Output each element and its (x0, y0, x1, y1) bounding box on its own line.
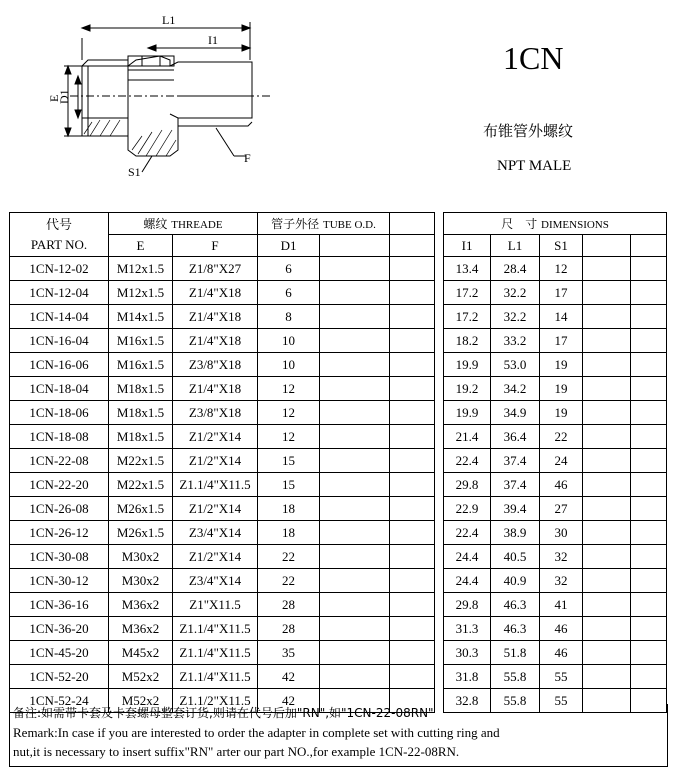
cell-l1: 36.4 (491, 425, 540, 449)
table-row (10, 617, 667, 641)
cell-f: Z1.1/4"X11.5 (173, 473, 258, 497)
header-d1: D1 (258, 235, 320, 257)
cell-s1: 32 (540, 545, 583, 569)
table-row (10, 329, 667, 353)
label-l1: L1 (162, 13, 176, 27)
cell-part-no: 1CN-52-20 (10, 665, 109, 689)
cell-f: Z1.1/4"X11.5 (173, 665, 258, 689)
cell-i1: 32.8 (444, 689, 491, 713)
cell-part-no: 1CN-14-04 (10, 305, 109, 329)
cell-i1: 22.4 (444, 449, 491, 473)
cell-f: Z1/4"X18 (173, 305, 258, 329)
table-row (10, 665, 667, 689)
cell-part-no: 1CN-16-06 (10, 353, 109, 377)
cell-part-no: 1CN-26-12 (10, 521, 109, 545)
cell-f: Z1.1/4"X11.5 (173, 641, 258, 665)
cell-d1: 6 (258, 257, 320, 281)
cell-e: M36x2 (109, 593, 173, 617)
header-part-no: PART NO. (10, 235, 109, 257)
cell-s1: 24 (540, 449, 583, 473)
cell-f: Z1/8"X27 (173, 257, 258, 281)
cell-f: Z3/8"X18 (173, 353, 258, 377)
fitting-drawing (20, 10, 310, 190)
cell-l1: 55.8 (491, 689, 540, 713)
cell-s1: 14 (540, 305, 583, 329)
label-e: E (47, 94, 61, 102)
cell-f: Z3/8"X18 (173, 401, 258, 425)
cell-s1: 19 (540, 377, 583, 401)
table-row (10, 425, 667, 449)
cell-i1: 22.4 (444, 521, 491, 545)
label-d1: D1 (57, 89, 71, 104)
cell-part-no: 1CN-22-20 (10, 473, 109, 497)
cell-part-no: 1CN-18-08 (10, 425, 109, 449)
cell-i1: 31.8 (444, 665, 491, 689)
cell-part-no: 1CN-22-08 (10, 449, 109, 473)
cell-i1: 31.3 (444, 617, 491, 641)
cell-l1: 40.9 (491, 569, 540, 593)
table-row (10, 545, 667, 569)
cell-s1: 12 (540, 257, 583, 281)
cell-l1: 46.3 (491, 617, 540, 641)
remark-en-line1: Remark:In case if you are interested to order the adapter in complete set with cutting ring and (13, 725, 500, 740)
cell-e: M22x1.5 (109, 473, 173, 497)
cell-s1: 46 (540, 617, 583, 641)
cell-d1: 12 (258, 425, 320, 449)
cell-i1: 24.4 (444, 545, 491, 569)
cell-e: M14x1.5 (109, 305, 173, 329)
cell-i1: 21.4 (444, 425, 491, 449)
cell-d1: 42 (258, 689, 320, 713)
cell-f: Z1/4"X18 (173, 281, 258, 305)
cell-part-no: 1CN-30-12 (10, 569, 109, 593)
product-code: 1CN (503, 40, 564, 76)
cell-d1: 10 (258, 353, 320, 377)
cell-s1: 17 (540, 281, 583, 305)
cell-e: M16x1.5 (109, 329, 173, 353)
cell-part-no: 1CN-12-04 (10, 281, 109, 305)
cell-l1: 55.8 (491, 665, 540, 689)
cell-i1: 17.2 (444, 281, 491, 305)
header-i1: I1 (444, 235, 491, 257)
cell-f: Z1/2"X14 (173, 497, 258, 521)
cell-l1: 37.4 (491, 473, 540, 497)
cell-d1: 18 (258, 521, 320, 545)
cell-f: Z1/2"X14 (173, 545, 258, 569)
header-l1: L1 (491, 235, 540, 257)
cell-e: M26x1.5 (109, 497, 173, 521)
cell-s1: 46 (540, 473, 583, 497)
cell-part-no: 1CN-12-02 (10, 257, 109, 281)
cell-e: M52x2 (109, 665, 173, 689)
cell-i1: 19.9 (444, 353, 491, 377)
cell-l1: 32.2 (491, 281, 540, 305)
header-f: F (173, 235, 258, 257)
cell-s1: 55 (540, 665, 583, 689)
table-row (10, 473, 667, 497)
cell-d1: 28 (258, 593, 320, 617)
cell-l1: 46.3 (491, 593, 540, 617)
cell-f: Z1"X11.5 (173, 593, 258, 617)
cell-s1: 32 (540, 569, 583, 593)
table-row (10, 521, 667, 545)
product-name-cn: 布锥管外螺纹 (483, 122, 574, 140)
cell-part-no: 1CN-16-04 (10, 329, 109, 353)
cell-e: M26x1.5 (109, 521, 173, 545)
cell-l1: 40.5 (491, 545, 540, 569)
cell-s1: 46 (540, 641, 583, 665)
cell-l1: 32.2 (491, 305, 540, 329)
header-s1: S1 (540, 235, 583, 257)
cell-i1: 17.2 (444, 305, 491, 329)
cell-d1: 10 (258, 329, 320, 353)
cell-i1: 30.3 (444, 641, 491, 665)
cell-d1: 18 (258, 497, 320, 521)
cell-d1: 42 (258, 665, 320, 689)
cell-s1: 55 (540, 689, 583, 713)
table-row (10, 641, 667, 665)
table-row (10, 377, 667, 401)
header-code-cn: 代号 (10, 213, 109, 235)
cell-d1: 35 (258, 641, 320, 665)
cell-e: M30x2 (109, 545, 173, 569)
cell-part-no: 1CN-26-08 (10, 497, 109, 521)
dimension-table (9, 212, 667, 713)
cell-l1: 33.2 (491, 329, 540, 353)
label-f: F (244, 151, 251, 165)
cell-e: M16x1.5 (109, 353, 173, 377)
table-row (10, 569, 667, 593)
table-row (10, 497, 667, 521)
cell-d1: 22 (258, 569, 320, 593)
cell-part-no: 1CN-18-06 (10, 401, 109, 425)
cell-part-no: 1CN-45-20 (10, 641, 109, 665)
cell-d1: 15 (258, 449, 320, 473)
cell-f: Z1/4"X18 (173, 377, 258, 401)
cell-s1: 17 (540, 329, 583, 353)
product-name-en: NPT MALE (497, 158, 572, 174)
cell-s1: 19 (540, 353, 583, 377)
header-tube: 管子外径 TUBE O.D. (258, 213, 390, 235)
cell-f: Z1.1/2"X11.5 (173, 689, 258, 713)
cell-part-no: 1CN-36-20 (10, 617, 109, 641)
cell-e: M18x1.5 (109, 377, 173, 401)
cell-f: Z1/4"X18 (173, 329, 258, 353)
cell-l1: 53.0 (491, 353, 540, 377)
cell-part-no: 1CN-52-24 (10, 689, 109, 713)
cell-d1: 6 (258, 281, 320, 305)
cell-i1: 24.4 (444, 569, 491, 593)
cell-part-no: 1CN-30-08 (10, 545, 109, 569)
cell-i1: 18.2 (444, 329, 491, 353)
cell-f: Z1/2"X14 (173, 449, 258, 473)
cell-i1: 19.9 (444, 401, 491, 425)
label-i1: I1 (208, 33, 218, 47)
cell-f: Z1.1/4"X11.5 (173, 617, 258, 641)
remark-cn: 备注:如需带卡套及卡套螺母整套订货,则请在代号后加"RN",如"1CN-22-08RN" (13, 706, 434, 720)
label-s1: S1 (128, 165, 141, 179)
cell-f: Z3/4"X14 (173, 569, 258, 593)
cell-i1: 13.4 (444, 257, 491, 281)
cell-e: M45x2 (109, 641, 173, 665)
cell-l1: 34.9 (491, 401, 540, 425)
cell-e: M12x1.5 (109, 281, 173, 305)
header-dimensions: 尺 寸 DIMENSIONS (444, 213, 667, 235)
cell-s1: 41 (540, 593, 583, 617)
table-row (10, 281, 667, 305)
cell-l1: 39.4 (491, 497, 540, 521)
cell-s1: 19 (540, 401, 583, 425)
cell-d1: 28 (258, 617, 320, 641)
cell-e: M18x1.5 (109, 425, 173, 449)
cell-d1: 15 (258, 473, 320, 497)
cell-part-no: 1CN-18-04 (10, 377, 109, 401)
cell-l1: 28.4 (491, 257, 540, 281)
cell-e: M30x2 (109, 569, 173, 593)
cell-e: M18x1.5 (109, 401, 173, 425)
cell-s1: 27 (540, 497, 583, 521)
cell-l1: 34.2 (491, 377, 540, 401)
cell-i1: 19.2 (444, 377, 491, 401)
header-thread: 螺纹 THREADE (109, 213, 258, 235)
cell-e: M22x1.5 (109, 449, 173, 473)
table-row (10, 449, 667, 473)
cell-s1: 22 (540, 425, 583, 449)
cell-d1: 12 (258, 401, 320, 425)
table-row (10, 353, 667, 377)
table-row (10, 257, 667, 281)
cell-d1: 22 (258, 545, 320, 569)
remarks-box (9, 704, 668, 767)
cell-s1: 30 (540, 521, 583, 545)
cell-e: M36x2 (109, 617, 173, 641)
cell-l1: 51.8 (491, 641, 540, 665)
cell-e: M52x2 (109, 689, 173, 713)
cell-f: Z3/4"X14 (173, 521, 258, 545)
cell-d1: 8 (258, 305, 320, 329)
header-e: E (109, 235, 173, 257)
cell-l1: 38.9 (491, 521, 540, 545)
cell-f: Z1/2"X14 (173, 425, 258, 449)
cell-l1: 37.4 (491, 449, 540, 473)
cell-e: M12x1.5 (109, 257, 173, 281)
cell-i1: 22.9 (444, 497, 491, 521)
table-row (10, 305, 667, 329)
cell-i1: 29.8 (444, 473, 491, 497)
table-row (10, 401, 667, 425)
cell-part-no: 1CN-36-16 (10, 593, 109, 617)
remark-en-line2: nut,it is necessary to insert suffix"RN" arter our part NO.,for example 1CN-22-08RN. (13, 744, 460, 759)
cell-i1: 29.8 (444, 593, 491, 617)
table-row (10, 593, 667, 617)
cell-d1: 12 (258, 377, 320, 401)
